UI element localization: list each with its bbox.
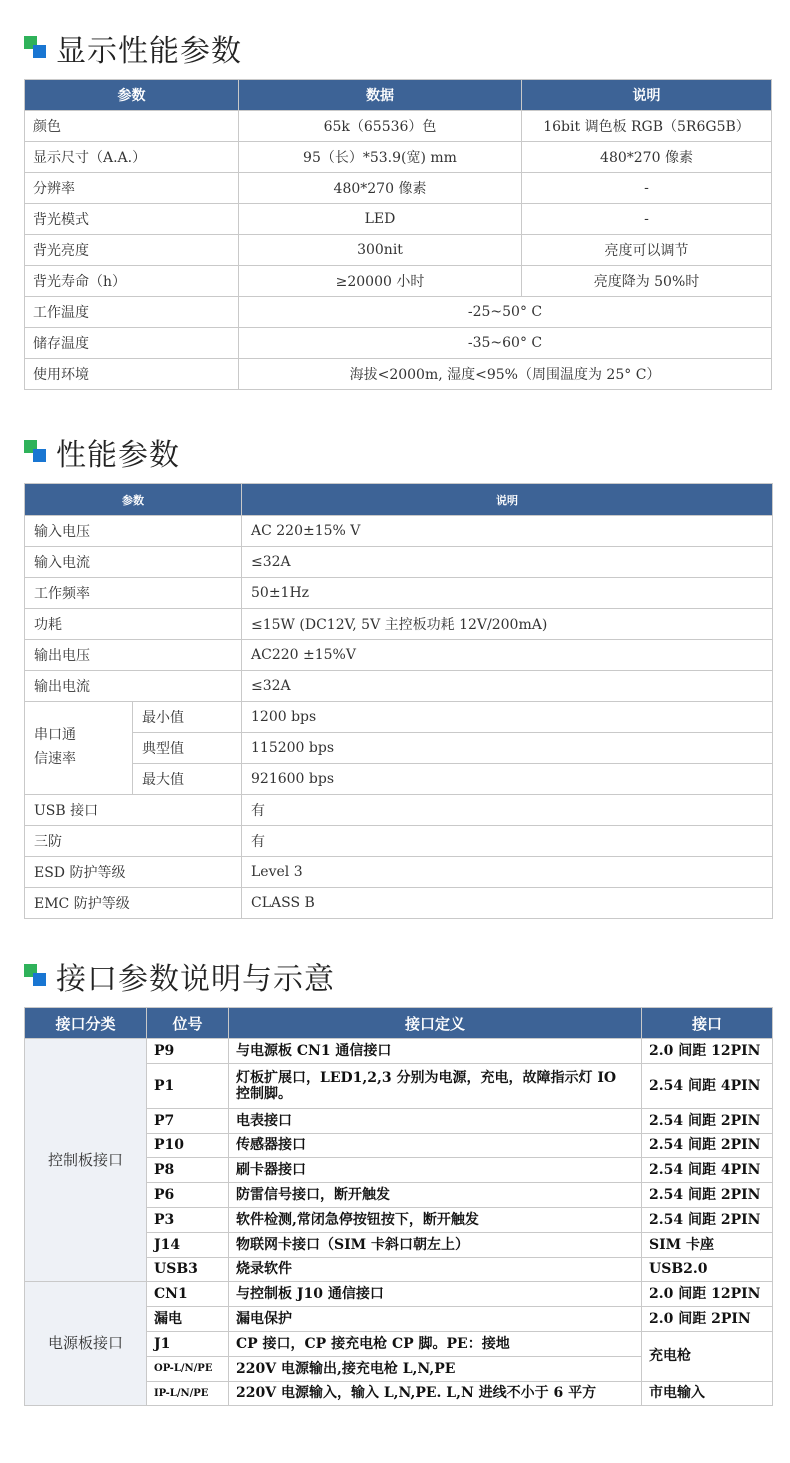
table-row (25, 1282, 773, 1307)
pos-cell: J1 (147, 1331, 229, 1356)
param-cell: 三防 (25, 826, 242, 857)
group-cell-control: 控制板接口 (25, 1039, 147, 1282)
def-cell: 220V 电源输出,接充电枪 L,N,PE (229, 1356, 642, 1381)
param-cell: USB 接口 (25, 795, 242, 826)
table-row (25, 547, 773, 578)
note-cell: 有 (242, 826, 773, 857)
table-row (25, 266, 772, 297)
section-mark-icon (24, 440, 48, 464)
sub-param-cell: 典型值 (133, 733, 242, 764)
interfaces-table (24, 1007, 773, 1406)
port-cell: 2.54 间距 4PIN (642, 1158, 773, 1183)
table-row (25, 235, 772, 266)
note-cell: CLASS B (242, 888, 773, 919)
performance-table (24, 483, 773, 919)
section-mark-icon (24, 36, 48, 60)
note-cell: 50±1Hz (242, 578, 773, 609)
def-cell: CP 接口，CP 接充电枪 CP 脚。PE：接地 (229, 1331, 642, 1356)
pos-cell: CN1 (147, 1282, 229, 1307)
section-mark-icon (24, 964, 48, 988)
performance-title-text: 性能参数 (56, 438, 180, 473)
def-cell: 软件检测,常闭急停按钮按下，断开触发 (229, 1207, 642, 1232)
data-cell: 300nit (239, 235, 522, 266)
header-cell: 数据 (239, 80, 522, 111)
param-cell: EMC 防护等级 (25, 888, 242, 919)
group-cell-power: 电源板接口 (25, 1282, 147, 1406)
port-cell: 2.0 间距 12PIN (642, 1282, 773, 1307)
sub-param-cell: 最小值 (133, 702, 242, 733)
note-cell: - (522, 173, 772, 204)
note-cell: Level 3 (242, 857, 773, 888)
note-cell: ≤15W (DC12V, 5V 主控板功耗 12V/200mA) (242, 609, 773, 640)
table-row (25, 888, 773, 919)
def-cell: 电表接口 (229, 1108, 642, 1133)
param-cell: 功耗 (25, 609, 242, 640)
param-cell: 背光模式 (25, 204, 239, 235)
note-cell: AC 220±15% V (242, 516, 773, 547)
note-cell: 亮度可以调节 (522, 235, 772, 266)
table-row (25, 671, 773, 702)
table-row (25, 764, 773, 795)
table-header-row (25, 1008, 773, 1039)
def-cell: 物联网卡接口（SIM 卡斜口朝左上） (229, 1232, 642, 1257)
port-cell: 2.0 间距 12PIN (642, 1039, 773, 1064)
def-cell: 刷卡器接口 (229, 1158, 642, 1183)
param-cell: 分辨率 (25, 173, 239, 204)
display-table (24, 79, 772, 390)
port-cell: 2.54 间距 2PIN (642, 1183, 773, 1208)
port-cell: 2.54 间距 2PIN (642, 1207, 773, 1232)
def-cell: 漏电保护 (229, 1307, 642, 1332)
header-cell: 接口定义 (229, 1008, 642, 1039)
display-title-text: 显示性能参数 (56, 34, 242, 69)
table-row (25, 516, 773, 547)
header-cell: 接口分类 (25, 1008, 147, 1039)
table-row (25, 173, 772, 204)
value-cell: 海拔<2000m, 湿度<95%（周围温度为 25° C） (239, 359, 772, 390)
param-cell: 输出电压 (25, 640, 242, 671)
pos-cell: USB3 (147, 1257, 229, 1282)
note-cell: - (522, 204, 772, 235)
note-cell: 480*270 像素 (522, 142, 772, 173)
value-cell: -25~50° C (239, 297, 772, 328)
def-cell: 与电源板 CN1 通信接口 (229, 1039, 642, 1064)
header-cell: 参数 (25, 484, 242, 516)
interfaces-section-title (24, 954, 335, 998)
port-cell: 2.54 间距 4PIN (642, 1063, 773, 1108)
param-cell: 输入电压 (25, 516, 242, 547)
note-cell: AC220 ±15%V (242, 640, 773, 671)
value-cell: -35~60° C (239, 328, 772, 359)
def-cell: 灯板扩展口，LED1,2,3 分别为电源，充电，故障指示灯 IO 控制脚。 (229, 1063, 642, 1108)
port-cell: 2.0 间距 2PIN (642, 1307, 773, 1332)
def-cell: 与控制板 J10 通信接口 (229, 1282, 642, 1307)
table-row (25, 826, 773, 857)
header-cell: 说明 (242, 484, 773, 516)
def-cell: 烧录软件 (229, 1257, 642, 1282)
port-cell-merged: 充电枪 (642, 1331, 773, 1381)
pos-cell: OP-L/N/PE (147, 1356, 229, 1381)
header-cell: 参数 (25, 80, 239, 111)
port-cell: 市电输入 (642, 1381, 773, 1406)
data-cell: ≥20000 小时 (239, 266, 522, 297)
param-cell: 工作温度 (25, 297, 239, 328)
param-cell: 储存温度 (25, 328, 239, 359)
table-row (25, 609, 773, 640)
header-cell: 接口 (642, 1008, 773, 1039)
table-row (25, 1039, 773, 1064)
param-cell: 输出电流 (25, 671, 242, 702)
pos-cell: IP-L/N/PE (147, 1381, 229, 1406)
port-cell: 2.54 间距 2PIN (642, 1133, 773, 1158)
header-cell: 位号 (147, 1008, 229, 1039)
pos-cell: P3 (147, 1207, 229, 1232)
table-row (25, 795, 773, 826)
param-cell: 显示尺寸（A.A.） (25, 142, 239, 173)
table-header-row (25, 484, 773, 516)
pos-cell: P1 (147, 1063, 229, 1108)
param-cell: 背光寿命（h） (25, 266, 239, 297)
param-cell: 颜色 (25, 111, 239, 142)
serial-label-cell: 串口通 信速率 (25, 702, 133, 795)
table-row (25, 578, 773, 609)
table-row (25, 142, 772, 173)
pos-cell: P10 (147, 1133, 229, 1158)
param-cell: 工作频率 (25, 578, 242, 609)
pos-cell: 漏电 (147, 1307, 229, 1332)
header-cell: 说明 (522, 80, 772, 111)
note-cell: ≤32A (242, 547, 773, 578)
def-cell: 220V 电源输入，输入 L,N,PE. L,N 进线不小于 6 平方 (229, 1381, 642, 1406)
table-row (25, 702, 773, 733)
param-cell: 输入电流 (25, 547, 242, 578)
table-row (25, 297, 772, 328)
interfaces-title-text: 接口参数说明与示意 (56, 962, 335, 997)
def-cell: 传感器接口 (229, 1133, 642, 1158)
table-row (25, 111, 772, 142)
param-cell: 使用环境 (25, 359, 239, 390)
note-cell: 亮度降为 50%时 (522, 266, 772, 297)
pos-cell: J14 (147, 1232, 229, 1257)
pos-cell: P6 (147, 1183, 229, 1208)
table-row (25, 328, 772, 359)
param-cell: ESD 防护等级 (25, 857, 242, 888)
pos-cell: P8 (147, 1158, 229, 1183)
note-cell: ≤32A (242, 671, 773, 702)
note-cell: 16bit 调色板 RGB（5R6G5B） (522, 111, 772, 142)
table-row (25, 204, 772, 235)
note-cell: 有 (242, 795, 773, 826)
table-row (25, 359, 772, 390)
data-cell: 65k（65536）色 (239, 111, 522, 142)
table-header-row (25, 80, 772, 111)
data-cell: LED (239, 204, 522, 235)
data-cell: 480*270 像素 (239, 173, 522, 204)
display-section-title (24, 26, 242, 70)
param-cell: 背光亮度 (25, 235, 239, 266)
def-cell: 防雷信号接口，断开触发 (229, 1183, 642, 1208)
data-cell: 95（长）*53.9(宽) mm (239, 142, 522, 173)
port-cell: 2.54 间距 2PIN (642, 1108, 773, 1133)
port-cell: USB2.0 (642, 1257, 773, 1282)
table-row (25, 857, 773, 888)
note-cell: 115200 bps (242, 733, 773, 764)
port-cell: SIM 卡座 (642, 1232, 773, 1257)
table-row (25, 640, 773, 671)
table-row (25, 733, 773, 764)
note-cell: 1200 bps (242, 702, 773, 733)
pos-cell: P9 (147, 1039, 229, 1064)
sub-param-cell: 最大值 (133, 764, 242, 795)
performance-section-title (24, 430, 180, 474)
note-cell: 921600 bps (242, 764, 773, 795)
pos-cell: P7 (147, 1108, 229, 1133)
